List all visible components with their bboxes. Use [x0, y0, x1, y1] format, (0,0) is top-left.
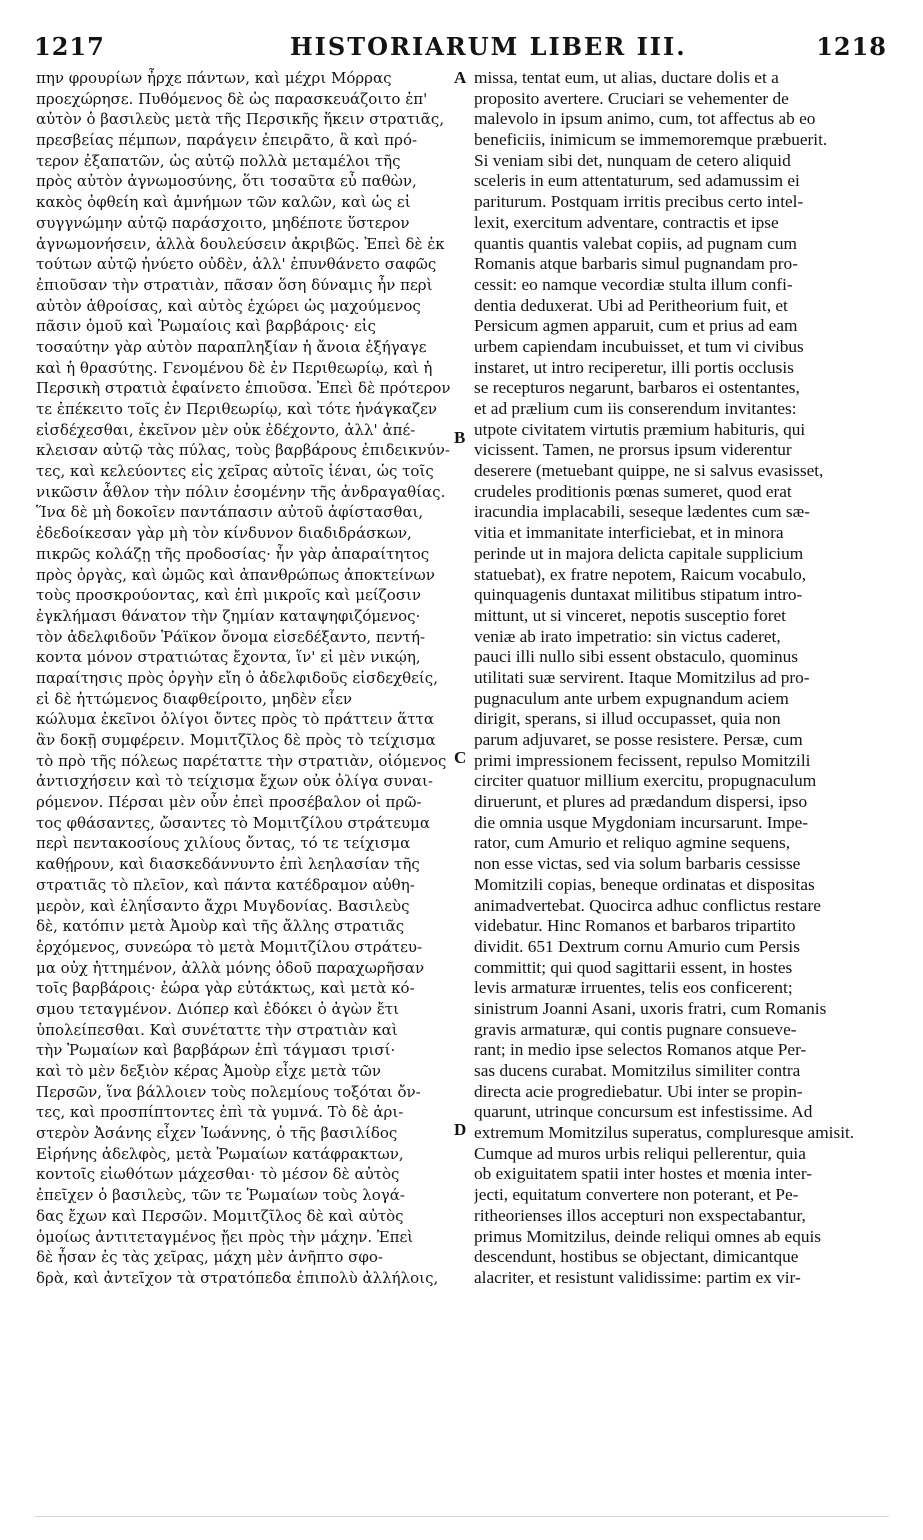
latin-text-line: non esse victas, sed via solum barbaris cessisse	[474, 854, 801, 874]
latin-text-line: ritheorienses illos accepturi non exspectabantur,	[474, 1205, 806, 1225]
greek-text-line: ἐπεῖχεν ὁ βασιλεὺς, τῶν τε Ῥωμαίων τοὺς λογά-	[36, 1186, 405, 1205]
latin-text-line: quinquagenis duntaxat militibus stipatum intro-	[474, 585, 803, 605]
latin-text-line: Momitzili copias, beneque ordinatas et dispositas	[474, 874, 815, 894]
greek-text-line: τες, καὶ προσπίπτοντες ἐπὶ τὰ γυμνά. Τὸ δὲ ἀρι-	[36, 1103, 404, 1122]
right-page-number: 1218	[816, 32, 887, 61]
greek-text-line: τὸν ἀδελφιδοῦν Ῥάϊκον ὄνομα εἰσεδέξαντο, πεντή-	[36, 627, 426, 646]
latin-text-line: missa, tentat eum, ut alias, ductare dolis et a	[474, 68, 779, 87]
greek-text-line: πικρῶς κολάζῃ τῆς προδοσίας· ἦν γὰρ ἀπαραίτητος	[36, 544, 430, 563]
greek-text-line: πρὸς ὀργὰς, καὶ ὠμῶς καὶ ἀπανθρώπως ἀποκτείνων	[36, 565, 435, 584]
latin-text-line: sceleris in eum attentaturum, sed adamussim ei	[474, 171, 800, 191]
latin-text-line: vicissent. Tamen, ne prorsus ipsum viderentur	[474, 440, 792, 460]
latin-text-line: videbatur. Hinc Romanos et barbaros tripartito	[474, 916, 796, 936]
latin-text-line: Romanis atque barbaris simul pugnandam pro-	[474, 254, 798, 274]
greek-text-line: τε ἐπέκειτο τοῖς ἐν Περιθεωρίῳ, καὶ τότε ἠνάγκαζεν	[36, 400, 438, 418]
greek-text-line: τὴν Ῥωμαίων καὶ βαρβάρων ἐπὶ τάγμασι τρισί·	[36, 1041, 396, 1060]
greek-text-line: περὶ πεντακοσίους χιλίους ὄντας, τό τε τείχισμα	[36, 834, 411, 853]
greek-text-line: ὑπολείπεσθαι. Καὶ συνέταττε τὴν στρατιὰν καὶ	[36, 1020, 398, 1039]
latin-text-line: pariturum. Postquam irritis precibus certo intel-	[474, 192, 804, 212]
greek-text-line: ἂν δοκῇ συμφέρειν. Μομιτζῖλος δὲ πρὸς τὸ τείχισμα	[36, 731, 436, 749]
greek-text-line: πρεσβείας πέμπων, παράγειν ἐπειρᾶτο, ἃ καὶ πρό-	[36, 131, 418, 150]
latin-text-line: directa acie progrediebatur. Ubi inter se propin-	[474, 1081, 803, 1101]
latin-text-line: descendunt, hostibus se objectant, dimicantque	[474, 1247, 799, 1267]
latin-text-line: rator, cum Amurio et reliquo agmine sequens,	[474, 833, 791, 853]
latin-text-line: diruerunt, et plures ad prædandum dispersi, ipso	[474, 792, 808, 812]
latin-text-line: sinistrum Joanni Asani, uxoris fratri, cum Romanis	[474, 998, 827, 1018]
latin-text-line: primi impressionem fecissent, repulso Momitzili	[474, 750, 811, 770]
greek-text-line: τοῖς βαρβάροις· ἑώρα γὰρ εὐτάκτως, καὶ μετὰ κό-	[36, 979, 415, 998]
greek-text-line: κοντοῖς εἰωθότων μάχεσθαι· τὸ μέσον δὲ αὐτὸς	[36, 1165, 400, 1184]
latin-text-line: dirigit, sperans, si illud occupasset, quia non	[474, 709, 781, 729]
greek-text-line: μα οὐχ ἡττημένον, ἀλλὰ μόνης ὁδοῦ παραχωρῆσαν	[36, 958, 425, 977]
greek-text-line: δὲ ἦσαν ἐς τὰς χεῖρας, μάχη μὲν ἀνῆπτο σφο-	[36, 1248, 383, 1267]
margin-marker-b: B	[454, 428, 466, 447]
latin-text-line: ob exiguitatem spatii inter hostes et mœnia inter-	[474, 1164, 812, 1184]
greek-text-column	[36, 68, 456, 1289]
latin-text-line: die omnia usque Mygdoniam incursarunt. Impe-	[474, 812, 809, 832]
left-page-number: 1217	[34, 32, 105, 61]
greek-text-line: αὐτὸν ἀθροίσας, καὶ αὐτὸς ἐχώρει ὡς μαχούμενος	[36, 296, 421, 315]
latin-text-line: quarunt, utrinque concursum est infestissime. Ad	[474, 1102, 813, 1122]
latin-text-line: iracundia implacabili, seseque lædentes cum sæ-	[474, 502, 810, 522]
latin-text-line: statuebat), ex fratre nepotem, Raicum vocabulo,	[474, 564, 807, 584]
greek-text-line: ἐρχόμενος, συνεώρα τὸ μετὰ Μομιτζίλου στράτευ-	[36, 937, 423, 956]
greek-text-line: καθῄρουν, καὶ διασκεδάννυντο ἐπὶ λεηλασίαν τῆς	[36, 855, 420, 874]
latin-text-line: animadvertebat. Quocirca adhuc conflictus restare	[474, 895, 821, 915]
latin-text-line: alacriter, et resistunt validissime: partim ex vir-	[474, 1267, 801, 1287]
latin-text-line: veniæ ab irato impetratio: sin victus caderet,	[474, 626, 781, 646]
greek-text-line: ἀγνωμονήσειν, ἀλλὰ δουλεύσειν ἀκριβῶς. Ἐπεὶ δὲ ἐκ	[36, 234, 445, 253]
greek-text-line: κοντα μόνον στρατιώτας ἔχοντα, ἵν' εἰ μὲν νικῴη,	[36, 648, 421, 667]
latin-text-line: instaret, ut intro reciperetur, illi portis occlusis	[474, 357, 794, 377]
latin-text-line: sas ducens curabat. Momitzilus similiter contra	[474, 1061, 801, 1080]
latin-text-line: utpote civitatem virtutis præmium habituris, qui	[474, 419, 806, 439]
latin-text-line: circiter quatuor millium exercitu, propugnaculum	[474, 771, 817, 791]
latin-text-line: pauci illi nullo sibi essent obstaculo, quominus	[474, 647, 798, 667]
latin-text-line: urbem capiendam incubuisset, et tum vi civibus	[474, 336, 804, 356]
latin-text-line: mittunt, ut si vinceret, nepotis susceptio foret	[474, 605, 786, 625]
greek-text-line: τος φθάσαντες, ὤσαντες τὸ Μομιτζίλου στράτευμα	[36, 813, 431, 832]
greek-text-line: νικῶσιν ἆθλον τὴν πόλιν ἐσομένην τῆς ἀνδραγαθίας.	[36, 482, 446, 501]
latin-text-line: jecti, equitatum convertere non poterant, et Pe-	[474, 1185, 799, 1205]
page-header	[0, 32, 923, 66]
greek-text-line: ἐδεδοίκεσαν γὰρ μὴ τὸν κίνδυνον διαδιδράσκων,	[36, 524, 412, 543]
latin-text-line: utilitati suæ servirent. Itaque Momitzilus ad pro-	[474, 667, 810, 687]
greek-text-line: μερὸν, καὶ ἐληΐσαντο ἄχρι Μυγδονίας. Βασιλεὺς	[36, 896, 410, 915]
latin-text-line: rant; in medio ipse selectos Romanos atque Per-	[474, 1040, 807, 1060]
greek-text-line: κλεισαν αὐτῷ τὰς πύλας, τοὺς βαρβάρους ἐπιδεικνύν-	[36, 441, 450, 460]
greek-text-line: κακὸς ὀφθείη καὶ ἀμνήμων τῶν καλῶν, καὶ ὡς εἰ	[36, 193, 411, 212]
greek-text-line: αὐτὸν ὁ βασιλεὺς μετὰ τῆς Περσικῆς ἥκειν στρατιᾶς,	[36, 110, 445, 129]
latin-text-line: lexit, exercitum adventare, contractis et ipse	[474, 212, 779, 232]
greek-text-line: πην φρουρίων ἦρχε πάντων, καὶ μέχρι Μόρρας	[36, 69, 392, 87]
latin-text-line: levis armaturæ irruentes, telis eos conficerent;	[474, 978, 793, 998]
greek-text-line: ἐγκλήμασι θάνατον τὴν ζημίαν καταψηφιζόμενος·	[36, 606, 421, 625]
latin-text-line: Si veniam sibi det, nunquam de cetero aliquid	[474, 150, 791, 170]
greek-text-line: τοσαύτην γὰρ αὐτὸν παραπληξίαν ἡ ἄνοια ἐξήγαγε	[36, 337, 427, 356]
greek-text-line: τες, καὶ κελεύοντες εἰς χεῖρας αὐτοῖς ἰέναι, ὡς τοῖς	[36, 462, 434, 481]
margin-marker-c: C	[454, 748, 467, 767]
greek-text-line: καὶ ἡ θρασύτης. Γενομένου δὲ ἐν Περιθεωρίῳ, καὶ ἡ	[36, 358, 433, 377]
latin-text-column	[474, 68, 894, 1289]
greek-text-line: ὁμοίως ἀντιτεταγμένος ᾔει πρὸς τὴν μάχην. Ἐπεὶ	[36, 1227, 414, 1246]
greek-text-line: εἰσδέχεσθαι, ἐκεῖνον μὲν οὐκ ἐδέχοντο, ἀλλ' ἀπέ-	[36, 420, 416, 439]
latin-text-line: dividit. 651 Dextrum cornu Amurio cum Persis	[474, 936, 800, 956]
greek-text-line: ρόμενον. Πέρσαι μὲν οὖν ἐπεὶ προσέβαλον οἱ πρῶ-	[36, 793, 422, 812]
latin-text-line: perinde ut in majora delicta capitale supplicium	[474, 543, 804, 563]
margin-marker-d: D	[454, 1120, 467, 1139]
page-bottom-edge	[34, 1516, 889, 1517]
latin-text-line: dentia deduxerat. Ubi ad Peritheorium fuit, et	[474, 295, 788, 315]
latin-text-line: cessit: eo namque vecordiæ stulta illum confi-	[474, 274, 793, 294]
greek-text-line: κώλυμα ἐκεῖνοι ὀλίγοι ὄντες πρὸς τὸ πράττειν ἅττα	[36, 710, 434, 729]
latin-text-line: parum adjuvaret, se posse resistere. Persæ, cum	[474, 730, 803, 749]
greek-text-line: στρατιᾶς τὸ πλεῖον, καὶ πάντα κατέδραμον αὐθη-	[36, 875, 415, 894]
latin-text-line: malevolo in ipsum animo, cum, tot affectus ab eo	[474, 109, 816, 129]
latin-text-line: primus Momitzilus, deinde reliqui omnes ab equis	[474, 1226, 822, 1246]
greek-text-line: πρὸς αὐτὸν ἀγνωμοσύνης, ὅτι τοσαῦτα εὖ παθὼν,	[36, 172, 417, 191]
greek-text-line: συγγνώμην αὐτῷ παράσχοιτο, μηδέποτε ὕστερον	[36, 213, 410, 232]
greek-text-line: δὲ, κατόπιν μετὰ Ἀμοὺρ καὶ τῆς ἄλλης στρατιᾶς	[36, 917, 405, 936]
margin-marker-a: A	[454, 68, 467, 87]
greek-text-line: δρὰ, καὶ ἀντεῖχον τὰ στρατόπεδα ἐπιπολὺ ἀλλήλοις,	[36, 1268, 439, 1287]
greek-text-line: στερὸν Ἀσάνης εἶχεν Ἰωάννης, ὁ τῆς βασιλίδος	[36, 1124, 398, 1143]
greek-text-line: ἀντισχήσειν καὶ τὸ τείχισμα ἔχων οὐκ ὀλίγα συναι-	[36, 772, 433, 791]
latin-text-line: Cumque ad muros urbis reliqui pellerentur, quia	[474, 1143, 806, 1163]
latin-text-line: deserere (metuebant quippe, ne si salvus evasisset,	[474, 461, 824, 481]
greek-text-line: δας ἔχων καὶ Περσῶν. Μομιτζῖλος δὲ καὶ αὐτὸς	[36, 1206, 404, 1225]
greek-text-line: Περσικὴ στρατιὰ ἐφαίνετο ἐπιοῦσα. Ἐπεὶ δὲ πρότερον	[36, 379, 451, 398]
latin-text-line: crudeles proditionis pœnas sumeret, quod erat	[474, 481, 792, 501]
greek-text-line: τὸ πρὸ τῆς πόλεως παρέταττε τὴν στρατιὰν, οἰόμενος	[36, 751, 447, 770]
latin-text-line: extremum Momitzilus superatus, compluresque amisit.	[474, 1123, 855, 1143]
greek-text-line: εἰ δὲ ἡττώμενος διαφθείροιτο, μηδὲν εἶεν	[36, 689, 352, 708]
greek-text-line: καὶ τὸ μὲν δεξιὸν κέρας Ἀμοὺρ εἶχε μετὰ τῶν	[36, 1062, 382, 1080]
greek-text-line: παραίτησις πρὸς ὀργὴν εἴη ὁ ἀδελφιδοῦς εἰσδεχθείς,	[36, 668, 438, 687]
greek-text-line: τούτων αὐτῷ ἠνύετο οὐδὲν, ἀλλ' ἐπυνθάνετο σαφῶς	[36, 255, 437, 274]
greek-text-line: Εἰρήνης ἀδελφὸς, μετὰ Ῥωμαίων κατάφρακτων,	[36, 1144, 404, 1163]
greek-text-line: τοὺς προσκρούοντας, καὶ ἐπὶ μικροῖς καὶ μείζοσιν	[36, 586, 421, 605]
greek-text-line: σμου τεταγμένον. Διόπερ καὶ ἐδόκει ὁ ἀγὼν ἔτι	[36, 999, 399, 1018]
latin-text-line: pugnaculum ante urbem expugnandum aciem	[474, 688, 789, 708]
latin-text-line: committit; qui quod sagittarii essent, in hostes	[474, 957, 793, 977]
greek-text-line: πᾶσιν ὁμοῦ καὶ Ῥωμαίοις καὶ βαρβάροις· εἰς	[36, 317, 377, 336]
latin-text-line: beneficiis, inimicum se immemoremque præbuerit.	[474, 130, 828, 150]
latin-text-line: vitia et immanitate interficiebat, et in minora	[474, 523, 784, 543]
greek-text-line: τερον ἐξαπατῶν, ὡς αὐτῷ πολλὰ μεταμέλοι τῆς	[36, 151, 401, 170]
latin-text-line: Persicum agmen apparuit, cum et prius ad eam	[474, 316, 798, 336]
greek-text-line: Περσῶν, ἵνα βάλλοιεν τοὺς πολεμίους τοξόται ὄν-	[36, 1082, 421, 1101]
greek-text-line: Ἵνα δὲ μὴ δοκοῖεν παντάπασιν αὐτοῦ ἀφίστασθαι,	[36, 503, 424, 522]
latin-text-line: quantis quantis valebat copiis, ad pugnam cum	[474, 233, 797, 253]
greek-text-line: προεχώρησε. Πυθόμενος δὲ ὡς παρασκευάζοιτο ἐπ'	[36, 89, 428, 108]
latin-text-line: se recepturos negarunt, barbaros ei ostentantes,	[474, 378, 800, 398]
latin-text-line: et ad prælium cum iis conserendum invitantes:	[474, 399, 797, 418]
latin-text-line: gravis armaturæ, qui contis pugnare consueve-	[474, 1019, 797, 1039]
greek-text-line: ἐπιοῦσαν τὴν στρατιὰν, πᾶσαν ὅση δύναμις ἦν περὶ	[36, 275, 433, 294]
latin-text-line: proposito avertere. Cruciari se vehementer de	[474, 88, 789, 108]
running-title: HISTORIARUM LIBER III.	[290, 32, 687, 61]
